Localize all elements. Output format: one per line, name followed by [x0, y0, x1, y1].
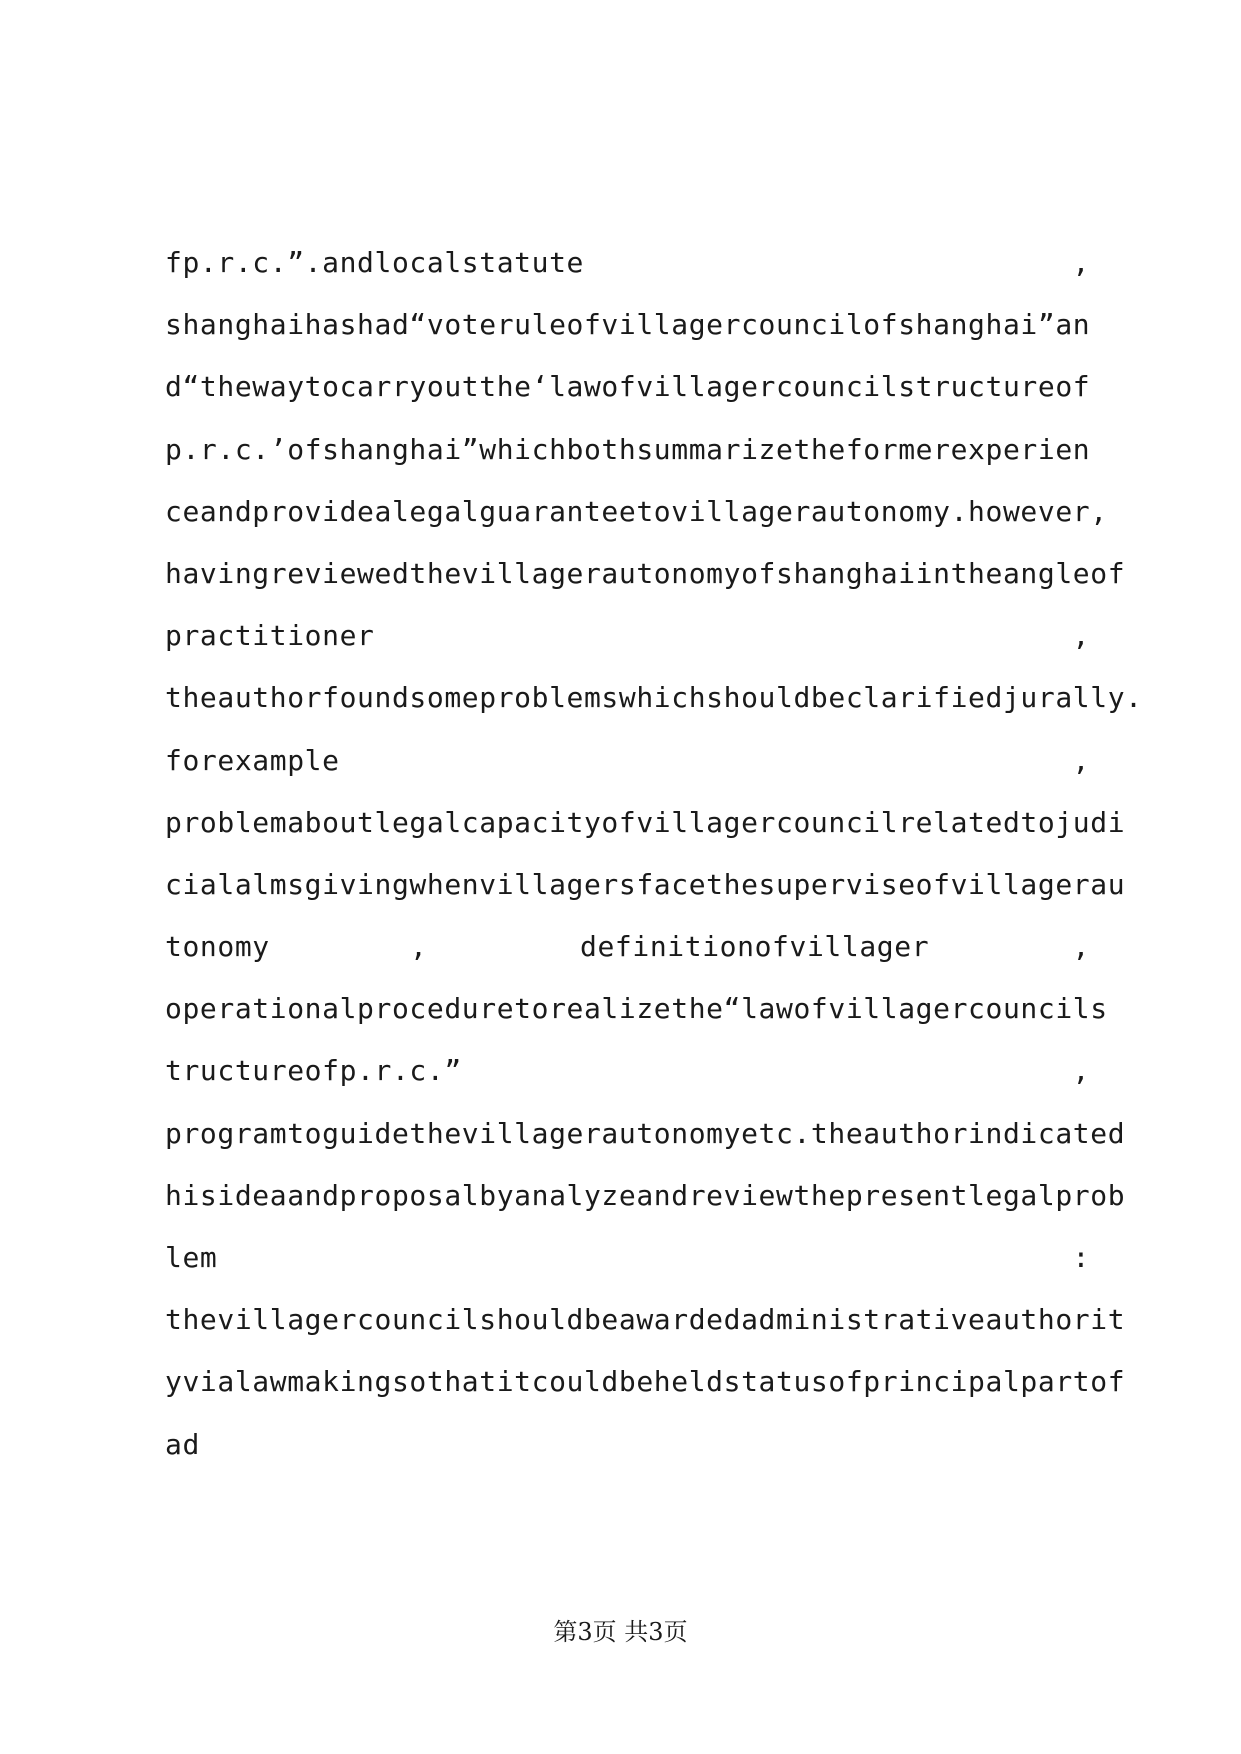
text-line	[165, 1040, 1090, 1102]
text-line	[165, 978, 1108, 1040]
text-line	[165, 916, 1090, 978]
body-text	[165, 232, 1143, 1476]
line-text: d“thewaytocarryoutthe‘lawofvillagercouncilstructureof	[165, 370, 1091, 404]
line-punctuation-end: ,	[1072, 930, 1090, 964]
line-text: hisideaandproposalbyanalyzeandreviewthepresentlegalprob	[165, 1178, 1126, 1212]
line-punctuation: ,	[410, 930, 428, 964]
line-text: havingreviewedthevillagerautonomyofshanghaiintheangleof	[165, 556, 1126, 590]
text-line	[165, 730, 1090, 792]
page-footer: 第3页 共3页	[553, 1618, 688, 1646]
text-line	[165, 792, 1126, 854]
line-punctuation-end: ,	[1072, 619, 1090, 653]
line-text: tructureofp.r.c.”	[165, 1054, 462, 1088]
text-line	[165, 605, 1090, 667]
line-text: cialalmsgivingwhenvillagersfacethesuperviseofvillagerau	[165, 867, 1126, 901]
text-line	[165, 1351, 1126, 1413]
text-line	[165, 1227, 1090, 1289]
text-line	[165, 294, 1090, 356]
line-text: shanghaihashad“voteruleofvillagercouncilofshanghai”an	[165, 308, 1091, 342]
text-line	[165, 543, 1126, 605]
line-text: theauthorfoundsomeproblemswhichshouldbeclarifiedjurally.	[165, 681, 1143, 715]
line-text-mid: definitionofvillager	[580, 930, 930, 964]
text-line	[165, 1414, 1090, 1476]
line-text: lem	[165, 1241, 218, 1274]
text-line	[165, 667, 1143, 729]
line-text: practitioner	[165, 619, 375, 653]
line-punctuation-end: :	[1072, 1241, 1090, 1274]
line-punctuation-end: ,	[1072, 246, 1090, 279]
text-line	[165, 356, 1090, 418]
line-text: problemaboutlegalcapacityofvillagercouncilrelatedtojudi	[165, 805, 1126, 839]
text-line	[165, 232, 1090, 294]
line-text: fp.r.c.”.andlocalstatute	[165, 246, 584, 279]
line-text: programtoguidethevillagerautonomyetc.theauthorindicated	[165, 1116, 1126, 1150]
text-line	[165, 419, 1090, 481]
text-line	[165, 1103, 1126, 1165]
text-line	[165, 481, 1108, 543]
line-text: tonomy	[165, 930, 270, 964]
line-text: forexample	[165, 743, 340, 777]
line-punctuation-end: ,	[1072, 1054, 1090, 1088]
line-punctuation-end: ,	[1072, 743, 1090, 777]
text-line	[165, 854, 1126, 916]
line-text: operationalproceduretorealizethe“lawofvillagercouncils	[165, 992, 1108, 1026]
line-text: thevillagercouncilshouldbeawardedadministrativeauthorit	[165, 1303, 1126, 1337]
line-text: ad	[165, 1427, 200, 1461]
line-text: ceandprovidealegalguaranteetovillagerautonomy.however,	[165, 494, 1108, 528]
line-text: p.r.c.’ofshanghai”whichbothsummarizetheformerexperien	[165, 432, 1091, 466]
line-text: yvialawmakingsothatitcouldbeheldstatusofprincipalpartof	[165, 1365, 1126, 1399]
text-line	[165, 1289, 1126, 1351]
text-line	[165, 1165, 1126, 1227]
